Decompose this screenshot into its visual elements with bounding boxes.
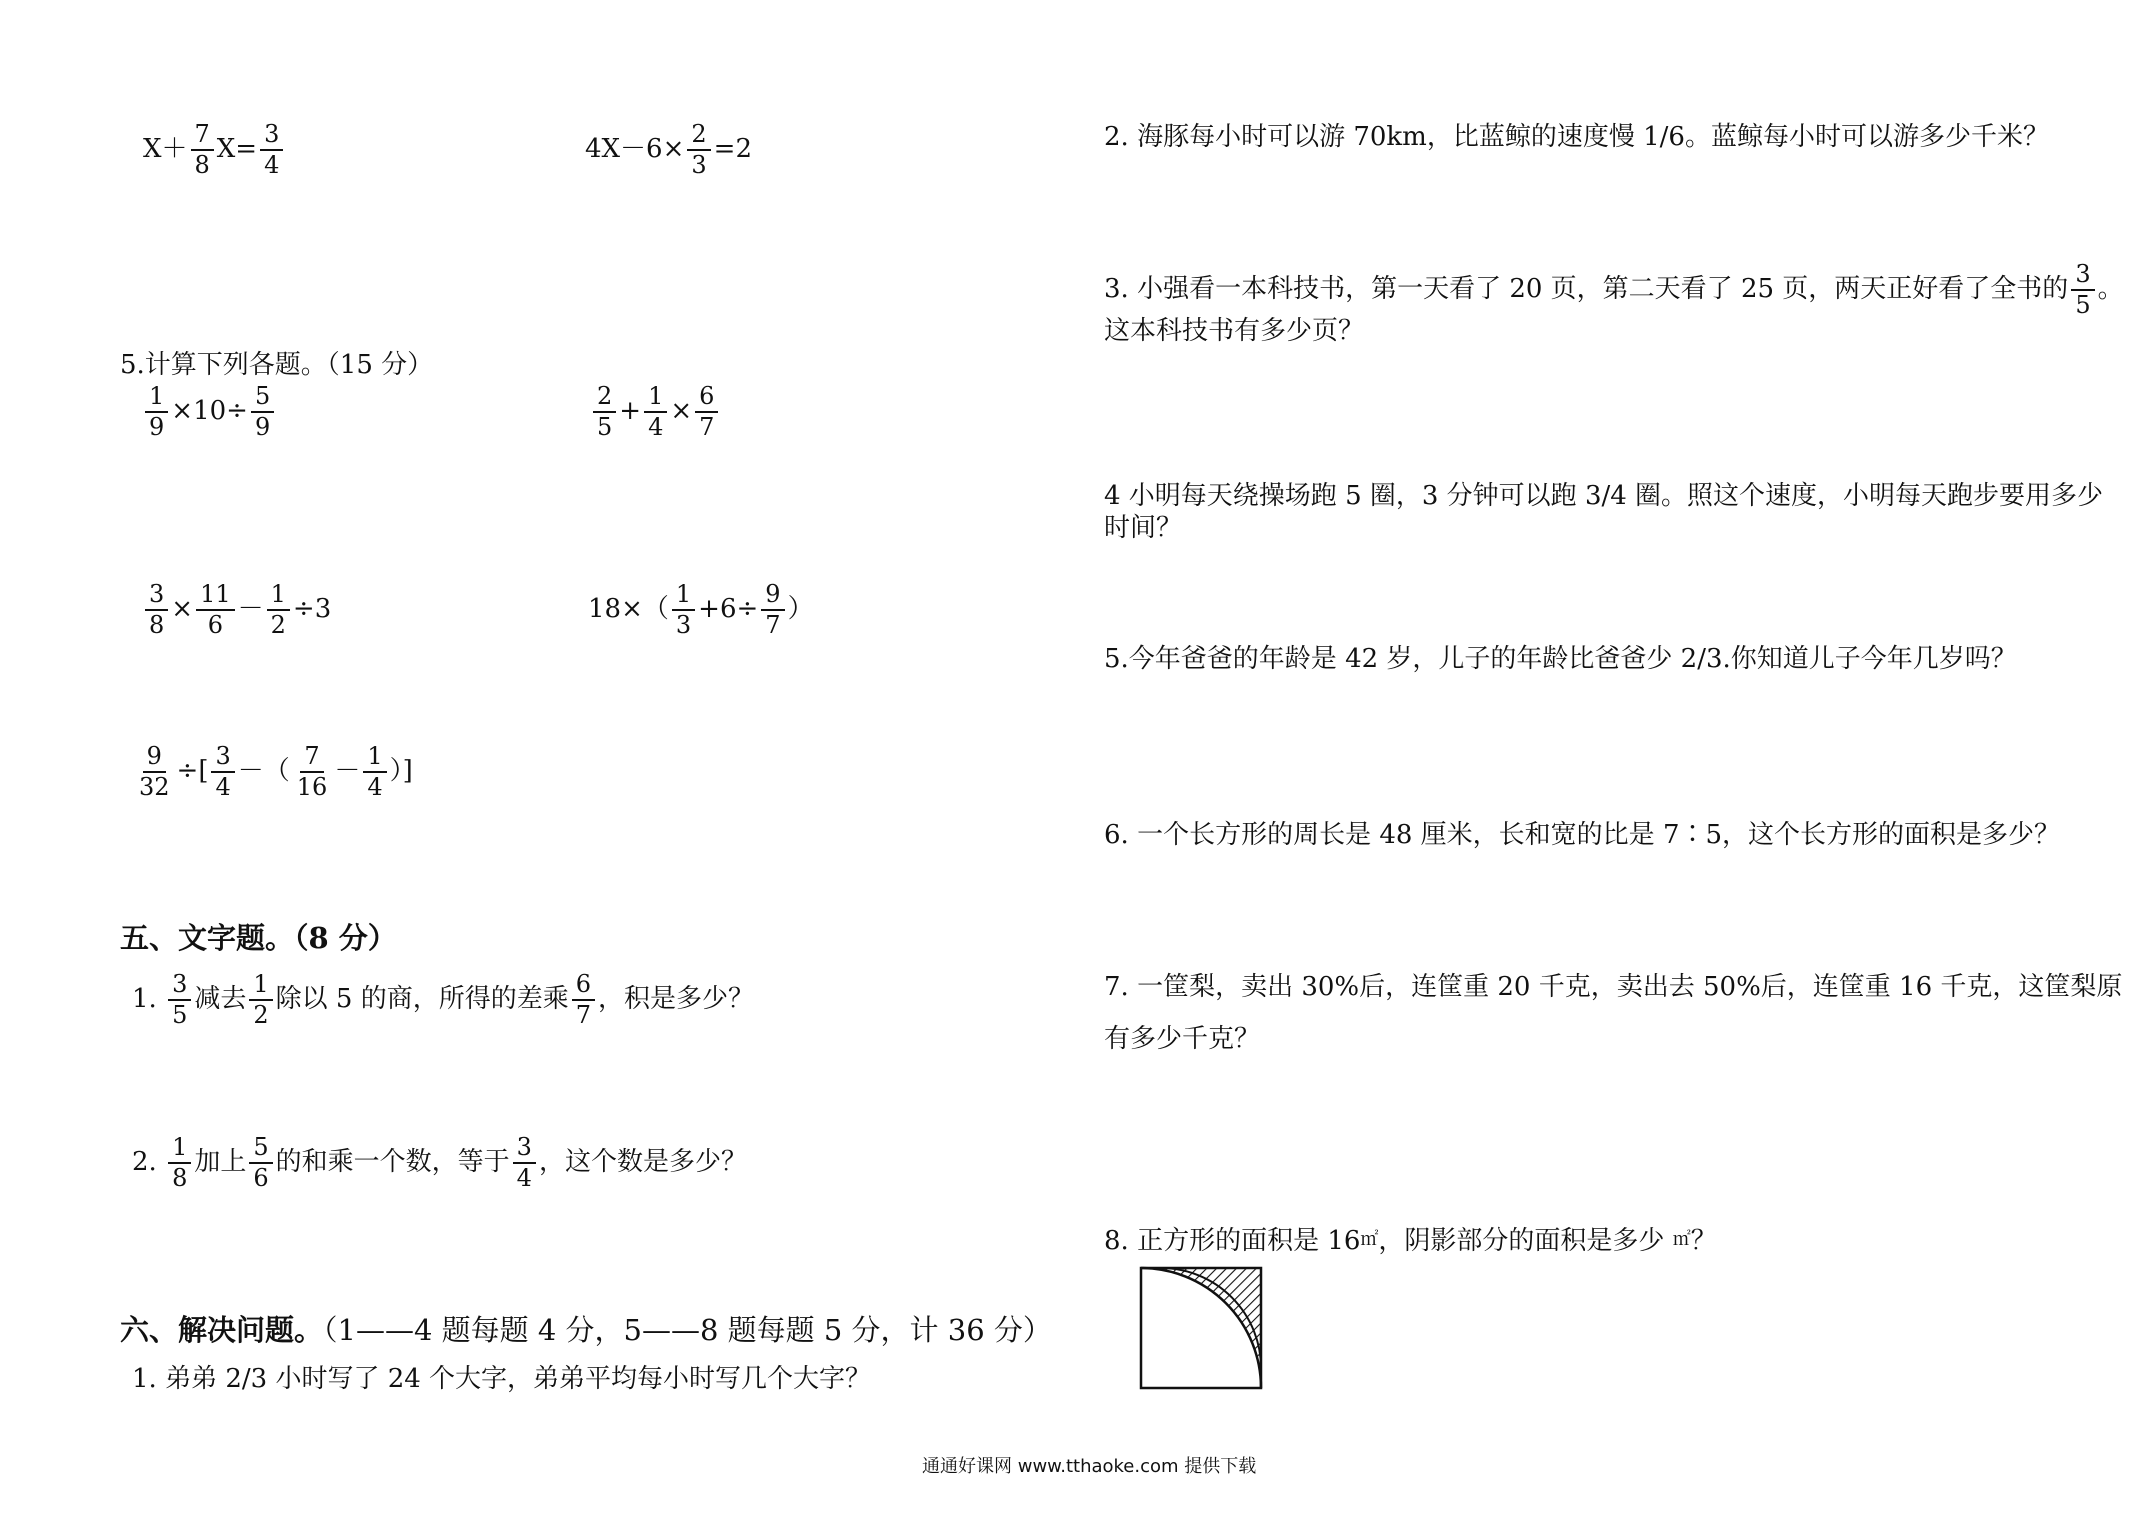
fraction: $\frac{2}{3}$: [687, 122, 710, 178]
problem-8: 8. 正方形的面积是 16㎡，阴影部分的面积是多少 ㎡？: [1104, 1226, 1717, 1256]
calc-5: $\frac{9}{32}$ ÷[ $\frac{3}{4}$ －（ $\frac{7}{16}$ － $\frac{1}{4}$ ）]: [132, 744, 413, 800]
fraction: $\frac{9}{7}$: [761, 582, 784, 638]
problem-3: 3. 小强看一本科技书，第一天看了 20 页，第二天看了 25 页，两天正好看了全书的 $\frac{3}{5}$ 。: [1104, 260, 2124, 320]
fraction: $\frac{3}{4}$: [260, 122, 283, 178]
fraction: $\frac{1}{2}$: [267, 582, 290, 638]
fraction: $\frac{5}{6}$: [249, 1135, 272, 1191]
fraction: $\frac{1}{9}$: [145, 384, 168, 440]
problem-2: 2. 海豚每小时可以游 70km，比蓝鲸的速度慢 1/6。蓝鲸每小时可以游多少千米？: [1104, 122, 2049, 152]
shaded-square-figure: [1139, 1266, 1265, 1392]
fraction: $\frac{3}{5}$: [168, 972, 191, 1028]
footer-credit: 通通好课网 www.tthaoke.com 提供下载: [922, 1456, 1257, 1477]
fraction: $\frac{7}{16}$: [296, 742, 328, 802]
fraction: $\frac{3}{5}$: [2071, 262, 2094, 318]
problem-3-line-2: 这本科技书有多少页？: [1104, 316, 1365, 346]
problem-4: 4 小明每天绕操场跑 5 圈，3 分钟可以跑 3/4 圈。照这个速度，小明每天跑步要用多少: [1104, 481, 2104, 511]
problem-7: 7. 一筐梨，卖出 30%后，连筐重 20 千克，卖出去 50%后，连筐重 16 千克，这筐梨原: [1104, 972, 2123, 1002]
fraction: $\frac{3}{8}$: [145, 582, 168, 638]
fraction: $\frac{1}{8}$: [168, 1135, 191, 1191]
calc-2: $\frac{2}{5}$ + $\frac{1}{4}$ × $\frac{6}{7}$: [590, 384, 721, 440]
problem-7-line-2: 有多少千克？: [1104, 1024, 1261, 1054]
fraction: $\frac{2}{5}$: [593, 384, 616, 440]
fraction: $\frac{6}{7}$: [572, 972, 595, 1028]
fraction: $\frac{1}{2}$: [249, 972, 272, 1028]
equation-1: X＋ $\frac{7}{8}$ X= $\frac{3}{4}$: [143, 122, 286, 178]
calc-3: $\frac{3}{8}$ × $\frac{11}{6}$ － $\frac{1}{2}$ ÷3: [142, 582, 331, 638]
section-6-q1: 1. 弟弟 2/3 小时写了 24 个大字，弟弟平均每小时写几个大字？: [132, 1364, 872, 1394]
equation-2: 4X－6× $\frac{2}{3}$ =2: [585, 120, 752, 180]
fraction: $\frac{3}{4}$: [211, 744, 234, 800]
fraction: $\frac{3}{4}$: [513, 1135, 536, 1191]
calc-1: $\frac{1}{9}$ ×10÷ $\frac{5}{9}$: [142, 384, 277, 440]
fraction: $\frac{1}{4}$: [363, 744, 386, 800]
section-5-q2: 2. $\frac{1}{8}$ 加上 $\frac{5}{6}$ 的和乘一个数，等于 $\frac{3}{4}$ ，这个数是多少？: [132, 1133, 747, 1193]
fraction: $\frac{1}{3}$: [672, 582, 695, 638]
fraction: $\frac{5}{9}$: [251, 384, 274, 440]
section-6-title: 六、解决问题。（1——4 题每题 4 分，5——8 题每题 5 分，计 36 分）: [120, 1313, 1052, 1347]
calc-title: 5.计算下列各题。（15 分）: [120, 350, 434, 380]
fraction: $\frac{11}{6}$: [196, 582, 235, 638]
fraction: $\frac{6}{7}$: [695, 384, 718, 440]
problem-4-line-2: 时间？: [1104, 513, 1183, 543]
section-5-title: 五、文字题。（8 分）: [120, 921, 397, 955]
problem-5: 5.今年爸爸的年龄是 42 岁，儿子的年龄比爸爸少 2/3.你知道儿子今年几岁吗？: [1104, 644, 2017, 674]
fraction: $\frac{1}{4}$: [644, 384, 667, 440]
problem-6: 6. 一个长方形的周长是 48 厘米，长和宽的比是 7∶5，这个长方形的面积是多少？: [1104, 820, 2061, 850]
calc-4: 18×（ $\frac{1}{3}$ +6÷ $\frac{9}{7}$ ）: [588, 580, 814, 640]
fraction: $\frac{7}{8}$: [191, 122, 214, 178]
fraction: $\frac{9}{32}$: [139, 742, 170, 802]
section-5-q1: 1. $\frac{3}{5}$ 减去 $\frac{1}{2}$ 除以 5 的商，所得的差乘 $\frac{6}{7}$ ，积是多少？: [132, 970, 755, 1030]
